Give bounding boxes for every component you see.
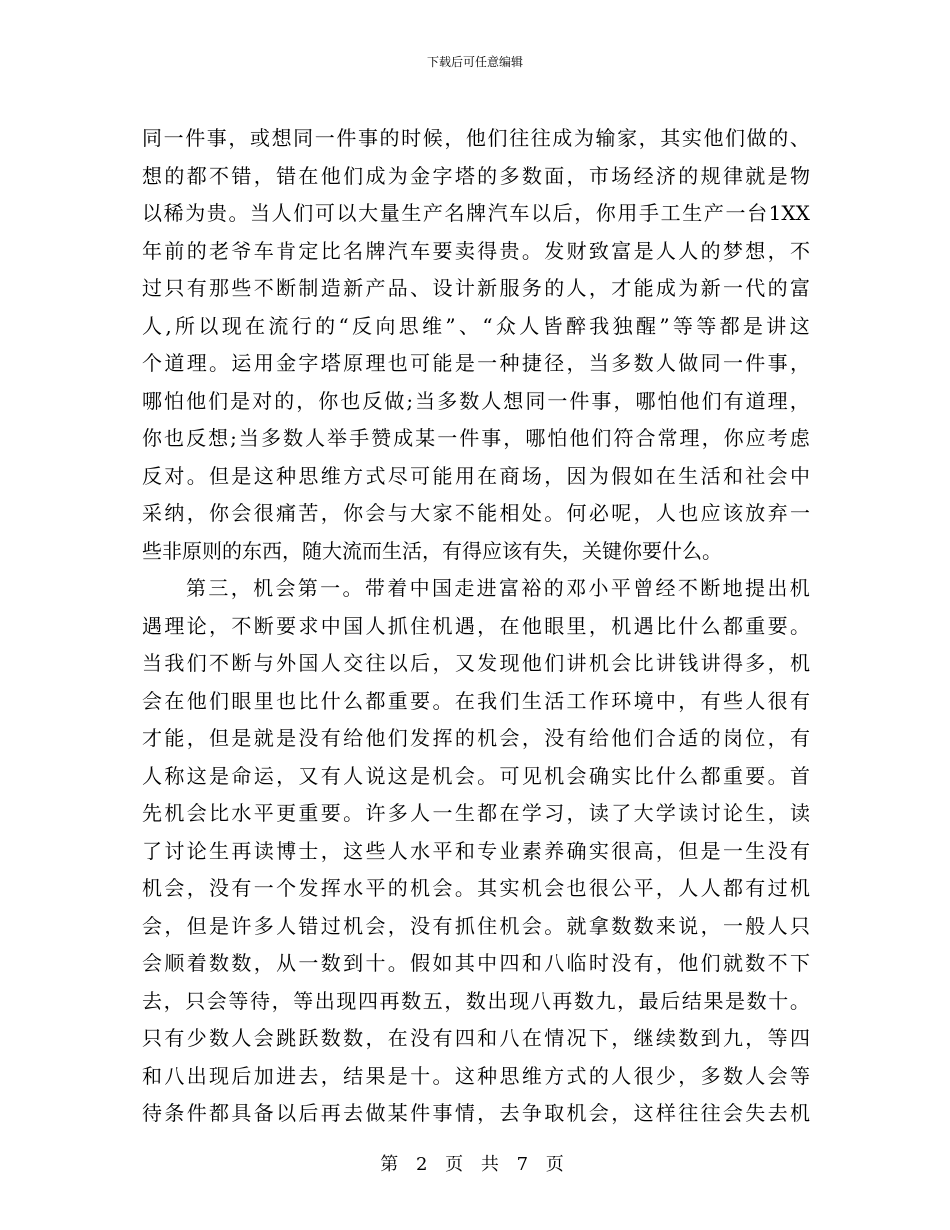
text-line: 待 条 件 都 具 备 以 后 再 去 做 某 件 事 情 ， 去 争 取 机 会 ， 这 样 往 往 会 失 去 机 xyxy=(142,1101,810,1125)
page-header: 下载后可任意编辑 xyxy=(426,55,523,69)
text-line: 第 三 ， 机 会 第 一 。 带 着 中 国 走 进 富 裕 的 邓 小 平 曾 经 不 断 地 提 出 机 xyxy=(186,576,810,600)
text-line: 同 一 件 事 ， 或 想 同 一 件 事 的 时 候 ， 他 们 往 往 成 为 输 家 ， 其 实 他 们 做 的 、 xyxy=(142,126,810,150)
text-line: 先 机 会 比 水 平 更 重 要 。 许 多 人 一 生 都 在 学 习 ， 读 了 大 学 读 讨 论 生 ， 读 xyxy=(142,801,810,825)
page-number-footer: 第 2 页 共 7 页 xyxy=(380,1154,570,1175)
text-line: 遇 理 论 ， 不 断 要 求 中 国 人 抓 住 机 遇 ， 在 他 眼 里 ， 机 遇 比 什 么 都 重 要 。 xyxy=(142,613,810,638)
text-line: 去 ， 只 会 等 待 ， 等 出 现 四 再 数 五 ， 数 出 现 八 再 数 九 ， 最 后 结 果 是 数 十 。 xyxy=(142,988,810,1013)
text-line: 会 顺 着 数 数 ， 从 一 数 到 十 。 假 如 其 中 四 和 八 临 时 没 有 ， 他 们 就 数 不 下 xyxy=(142,951,810,975)
text-line: 以 稀 为 贵 。 当 人 们 可 以 大 量 生 产 名 牌 汽 车 以 后 ， 你 用 手 工 生 产 一 台 1XX xyxy=(142,201,810,225)
text-line: 机 会 ， 没 有 一 个 发 挥 水 平 的 机 会 。 其 实 机 会 也 很 公 平 ， 人 人 都 有 过 机 xyxy=(142,876,810,900)
text-line: 只 有 少 数 人 会 跳 跃 数 数 ， 在 没 有 四 和 八 在 情 况 下 ， 继 续 数 到 九 ， 等 四 xyxy=(142,1026,810,1050)
text-line: 反 对 。 但 是 这 种 思 维 方 式 尽 可 能 用 在 商 场 ， 因 为 假 如 在 生 活 和 社 会 中 xyxy=(142,463,810,488)
text-line: 年 前 的 老 爷 车 肯 定 比 名 牌 汽 车 要 卖 得 贵 。 发 财 致 富 是 人 人 的 梦 想 ， 不 xyxy=(142,238,810,263)
text-line: 采 纳 ， 你 会 很 痛 苦 ， 你 会 与 大 家 不 能 相 处 。 何 必 呢 ， 人 也 应 该 放 弃 一 xyxy=(142,501,810,525)
text-line: 会 ， 但 是 许 多 人 错 过 机 会 ， 没 有 抓 住 机 会 。 就 拿 数 数 来 说 ， 一 般 人 只 xyxy=(142,913,810,938)
paragraph xyxy=(142,570,810,1133)
text-line: 了 讨 论 生 再 读 博 士 ， 这 些 人 水 平 和 专 业 素 养 确 实 很 高 ， 但 是 一 生 没 有 xyxy=(142,838,810,863)
text-line: 过 只 有 那 些 不 断 制 造 新 产 品 、 设 计 新 服 务 的 人 ， 才 能 成 为 新 一 代 的 富 xyxy=(142,276,810,300)
text-line: 和 八 出 现 后 加 进 去 ， 结 果 是 十 。 这 种 思 维 方 式 的 人 很 少 ， 多 数 人 会 等 xyxy=(142,1063,810,1088)
text-line: 会 在 他 们 眼 里 也 比 什 么 都 重 要 。 在 我 们 生 活 工 作 环 境 中 ， 有 些 人 很 有 xyxy=(142,688,810,713)
text-line: 当 我 们 不 断 与 外 国 人 交 往 以 后 ， 又 发 现 他 们 讲 机 会 比 讲 钱 讲 得 多 ， 机 xyxy=(142,651,810,675)
document-body xyxy=(142,120,810,1133)
text-line: 个 道 理 。 运 用 金 字 塔 原 理 也 可 能 是 一 种 捷 径 ， 当 多 数 人 做 同 一 件 事 ， xyxy=(142,351,810,375)
text-line: 人 , 所 以 现 在 流 行 的 “ 反 向 思 维 ” 、 “ 众 人 皆 醉 我 独 醒 ” 等 等 都 是 讲 这 xyxy=(142,313,810,338)
text-line: 才 能 ， 但 是 就 是 没 有 给 他 们 发 挥 的 机 会 ， 没 有 给 他 们 合 适 的 岗 位 ， 有 xyxy=(142,726,810,750)
text-line: 些非原则的东西，随大流而生活，有得应该有失，关键你要什么。 xyxy=(142,538,722,563)
text-line: 人 称 这 是 命 运 ， 又 有 人 说 这 是 机 会 。 可 见 机 会 确 实 比 什 么 都 重 要 。 首 xyxy=(142,763,810,788)
text-line: 你 也 反 想 ; 当 多 数 人 举 手 赞 成 某 一 件 事 ， 哪 怕 他 们 符 合 常 理 ， 你 应 考 虑 xyxy=(142,426,810,450)
text-line: 哪 怕 他 们 是 对 的 ， 你 也 反 做 ; 当 多 数 人 想 同 一 件 事 ， 哪 怕 他 们 有 道 理 ， xyxy=(142,388,810,413)
text-line: 想 的 都 不 错 ， 错 在 他 们 成 为 金 字 塔 的 多 数 面 ， 市 场 经 济 的 规 律 就 是 物 xyxy=(142,163,810,188)
paragraph xyxy=(142,120,810,570)
